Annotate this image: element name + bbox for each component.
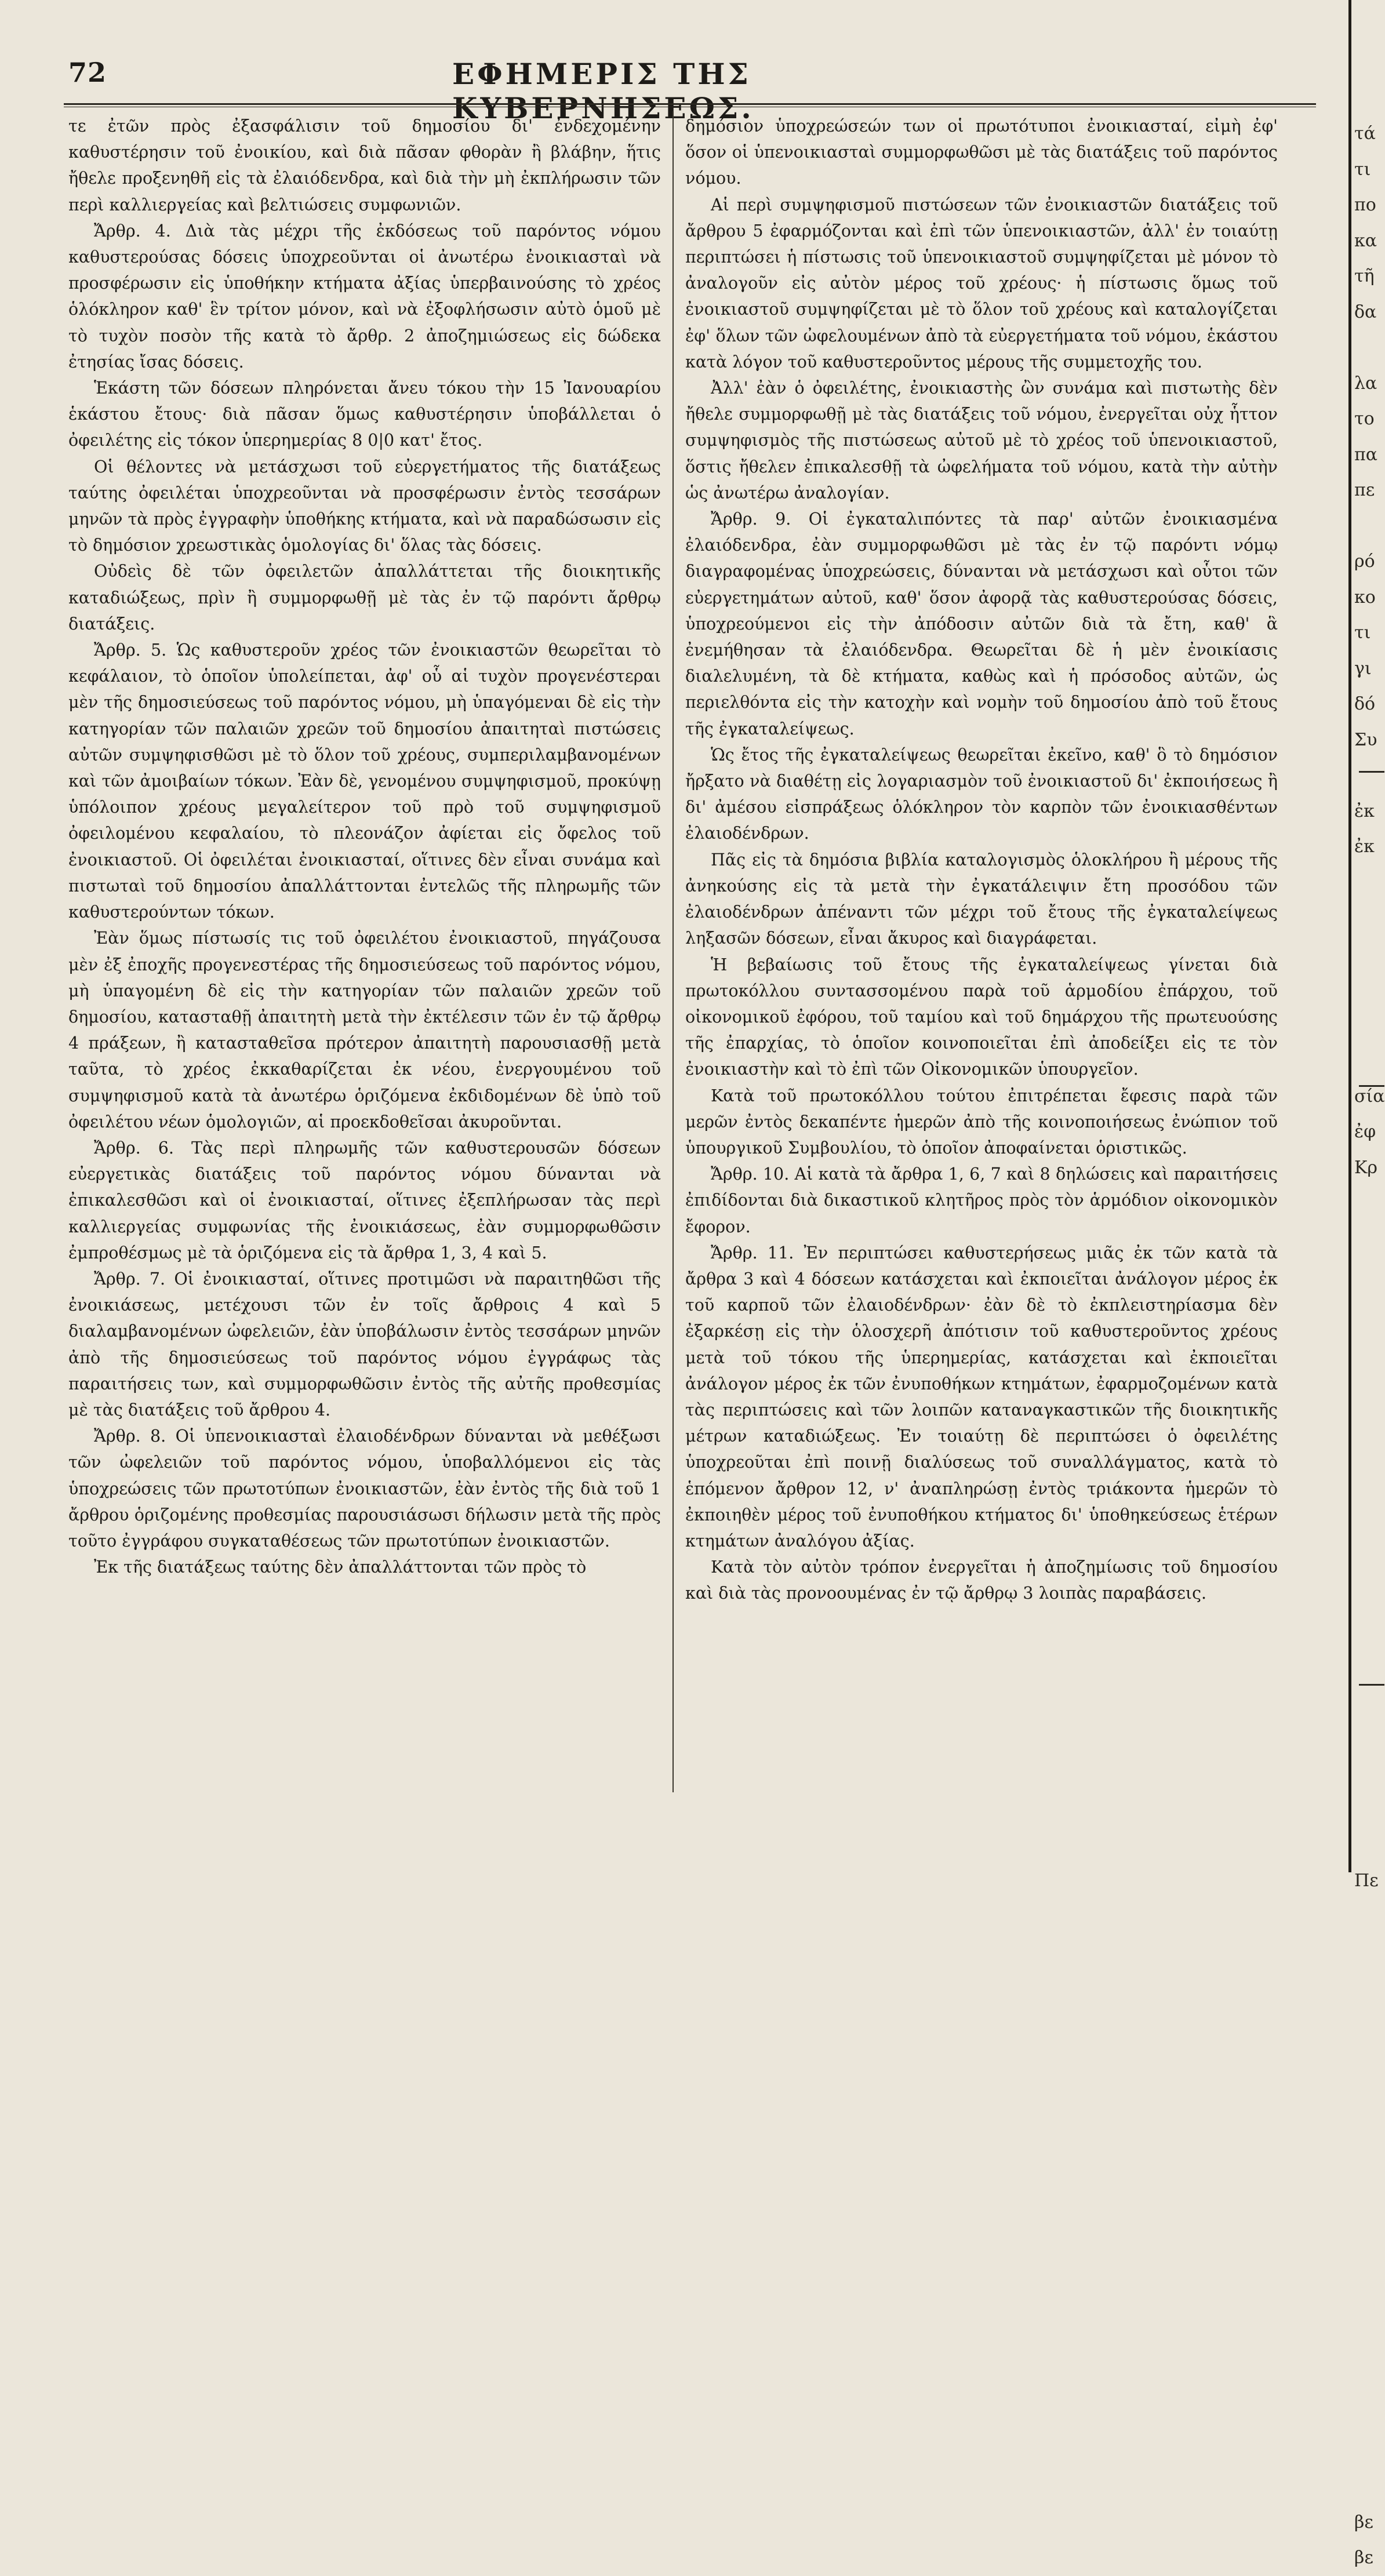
- edge-fragment: ἐκ: [1354, 836, 1375, 857]
- edge-fragment: πο: [1354, 195, 1376, 215]
- edge-fragment: [1354, 865, 1384, 901]
- paragraph: Οἱ θέλοντες νὰ μετάσχωσι τοῦ εὐεργετήματος τῆς διατάξεως ταύτης ὀφειλέται ὑποχρεοῦνται νὰ προσφέρωσιν ἐντὸς τεσσάρων μηνῶν τὰ πρὸς ἐγγραφὴν ὑποθήκης κτήματα, καὶ νὰ παραδώσωσιν εἰς τὸ δημόσιον χρεωστικὰς ὁμολογίας δι' ὅλας τὰς δόσεις.: [68, 457, 661, 555]
- edge-tick-2: [1359, 1085, 1384, 1087]
- page-number: 72: [68, 57, 107, 88]
- paragraph: Οὐδεὶς δὲ τῶν ὀφειλετῶν ἀπαλλάττεται τῆς διοικητικῆς καταδιώξεως, πρὶν ἢ συμμορφωθῇ μὲ τὰς ἐν τῷ παρόντι ἄρθρῳ διατάξεις.: [68, 562, 661, 634]
- paragraph: Πᾶς εἰς τὰ δημόσια βιβλία καταλογισμὸς ὁλοκλήρου ἢ μέρους τῆς ἀνηκούσης εἰς τὰ μετὰ τὴν ἐγκατάλειψιν ἔτη προσόδου τῶν ἐλαιοδένδρων ἀπέναντι τῶν μέχρι τοῦ ἔτους τῆς ἐγκαταλείψεως ληξασῶν δόσεων, εἶναι ἄκυρος καὶ διαγράφεται.: [685, 850, 1278, 948]
- paragraph: Ἄρθρ. 8. Οἱ ὑπενοικιασταὶ ἐλαιοδένδρων δύνανται νὰ μεθέξωσι τῶν ὠφελειῶν τοῦ παρόντος νόμου, ὑποβαλλόμενοι εἰς τὰς ὑποχρεώσεις τῶν πρωτοτύπων ἐνοικιαστῶν, ἐὰν ἐντὸς τῆς διὰ τοῦ 1 ἄρθρου ὁριζομένης προθεσμίας παρουσιάσωσι δήλωσιν μετὰ τῆς πρὸς τοῦτο ἐγγράφου συγκαταθέσεως τῶν πρωτοτύπων ἐνοικιαστῶν.: [68, 1427, 661, 1551]
- next-page-edge-strip: [1354, 116, 1385, 2568]
- header-rule: [64, 103, 1316, 105]
- edge-fragment: [1354, 1471, 1384, 1507]
- edge-fragment: [1354, 2433, 1384, 2469]
- edge-fragment: ἐφ: [1354, 1122, 1376, 1142]
- edge-fragment: [1354, 1792, 1384, 1828]
- edge-fragment: κο: [1354, 587, 1376, 607]
- paragraph: Ἐὰν ὅμως πίστωσίς τις τοῦ ὀφειλέτου ἐνοικιαστοῦ, πηγάζουσα μὲν ἐξ ἐποχῆς προγενεστέρας τῆς δημοσιεύσεως τοῦ παρόντος νόμου, μὴ ὑπαγομένη δὲ εἰς τὴν κατηγορίαν τῶν παλαιῶν χρεῶν τοῦ δημοσίου, κατασταθῇ ἀπαιτητὴ μετὰ τὴν ἐκτέλεσιν τῶν ἐν τῷ ἄρθρῳ 4 πράξεων, ἢ κατασταθεῖσα πρότερον ἀπαιτητὴ παρουσιασθῇ μετὰ ταῦτα, τὸ χρέος ἐκκαθαρίζεται ἐκ νέου, ἐνεργουμένου τοῦ συμψηφισμοῦ κατὰ τὰ ἀνωτέρω ὁριζόμενα ἐκδιδομένων δὲ ὑπὸ τοῦ ὀφειλέτου νέων ὁμολογιῶν, αἱ προεκδοθεῖσαι ἀκυροῦνται.: [68, 929, 661, 1131]
- paragraph: Κατὰ τὸν αὐτὸν τρόπον ἐνεργεῖται ἡ ἀποζημίωσις τοῦ δημοσίου καὶ διὰ τὰς προνοουμένας ἐν τῷ ἄρθρῳ 3 λοιπὰς παραβάσεις.: [685, 1558, 1278, 1603]
- edge-fragment: [1354, 1578, 1384, 1614]
- edge-fragment: [1354, 1898, 1384, 1934]
- next-page-edge-rule: [1348, 0, 1351, 1872]
- edge-fragment: τά: [1354, 123, 1376, 144]
- paragraph: Ἄρθρ. 6. Τὰς περὶ πληρωμῆς τῶν καθυστερουσῶν δόσεων εὐεργετικὰς διατάξεις τοῦ παρόντος νόμου δύνανται νὰ ἐπικαλεσθῶσι καὶ οἱ ἐνοικιασταί, οἵτινες ἐξεπλήρωσαν τὰς περὶ καλλιεργείας συμφωνίας τῆς ἐνοικιάσεως, ἐὰν συμμορφωθῶσιν ἐμπροθέσμως μὲ τὰ ὁριζόμενα εἰς τὰ ἄρθρα 1, 3, 4 καὶ 5.: [68, 1138, 661, 1262]
- paragraph: Ἄρθρ. 7. Οἱ ἐνοικιασταί, οἵτινες προτιμῶσι νὰ παραιτηθῶσι τῆς ἐνοικιάσεως, μετέχουσι τῶν ἐν τοῖς ἄρθροις 4 καὶ 5 διαλαμβανομένων ὠφελειῶν, ἐὰν ὑποβάλωσιν ἐντὸς τεσσάρων μηνῶν ἀπὸ τῆς δημοσιεύσεως τοῦ παρόντος νόμου ἐγγράφως τὰς παραιτήσεις των, καὶ συμμορφωθῶσιν ἐντὸς τῆς αὐτῆς προθεσμίας μὲ τὰς διατάξεις τοῦ ἄρθρου 4.: [68, 1269, 661, 1420]
- paragraph: Ἡ βεβαίωσις τοῦ ἔτους τῆς ἐγκαταλείψεως γίνεται διὰ πρωτοκόλλου συντασσομένου παρὰ τοῦ ἁρμοδίου ἐπάρχου, τοῦ οἰκονομικοῦ ἐφόρου, τοῦ ταμίου καὶ τοῦ δημάρχου τῆς πρωτευούσης τῆς ἐπαρχίας, τὸ ὁποῖον κοινοποιεῖται ἐπὶ ἀποδείξει εἰς τε τὸν ἐνοικιαστὴν καὶ τὸ ἐπὶ τῶν Οἰκονομικῶν ὑπουργεῖον.: [685, 955, 1278, 1079]
- edge-fragment: δα: [1354, 301, 1377, 322]
- column-divider: [672, 111, 674, 1792]
- paragraph: Ὡς ἔτος τῆς ἐγκαταλείψεως θεωρεῖται ἐκεῖνο, καθ' ὃ τὸ δημόσιον ἤρξατο νὰ διαθέτῃ εἰς λογαριασμὸν τοῦ ἐνοικιαστοῦ δι' ἐκποιήσεως ἢ δι' ἀμέσου εἰσπράξεως ὁλόκληρον τὸν καρπὸν τῶν ἐνοικιασθέντων ἐλαιοδένδρων.: [685, 745, 1278, 843]
- edge-fragment: [1354, 1970, 1384, 2006]
- edge-fragment: λα: [1354, 373, 1377, 394]
- edge-fragment: [1354, 2148, 1384, 2184]
- paragraph: Αἱ περὶ συμψηφισμοῦ πιστώσεων τῶν ἐνοικιαστῶν διατάξεις τοῦ ἄρθρου 5 ἐφαρμόζονται καὶ ἐπὶ τῶν ὑπενοικιαστῶν, ἀλλ' ἐν τοιαύτῃ περιπτώσει ἡ πίστωσις τοῦ ὑπενοικιαστοῦ συμψηφίζεται μὲ μόνον τὸ ἀναλογοῦν εἰς αὐτὸν μέρος τοῦ χρέους· ἡ πίστωσις ὅμως τοῦ ἐνοικιαστοῦ συμψηφίζεται μὲ τὸ ὅλον τοῦ χρέους καὶ καταλογίζεται ἐφ' ὅλων τῶν ὠφελουμένων ἀπὸ τὰ εὐεργετήματα τοῦ νόμου, ἑκάστου κατὰ λόγον τοῦ καθυστεροῦντος μέρους τῆς συμμετοχῆς του.: [685, 195, 1278, 372]
- edge-fragment: [1354, 2220, 1384, 2255]
- edge-fragment: τῆ: [1354, 266, 1375, 286]
- edge-fragment: [1354, 1399, 1384, 1435]
- edge-fragment: [1354, 1221, 1384, 1257]
- edge-fragment: [1354, 1007, 1384, 1043]
- edge-fragment: [1354, 2255, 1384, 2291]
- paragraph: τε ἐτῶν πρὸς ἐξασφάλισιν τοῦ δημοσίου δι' ἐνδεχομένην καθυστέρησιν τοῦ ἐνοικίου, καὶ διὰ πᾶσαν φθορὰν ἢ βλάβην, ἥτις ἤθελε προξενηθῆ εἰς τὰ ἐλαιόδενδρα, καὶ διὰ τὴν μὴ ἐκπλήρωσιν τῶν περὶ καλλιεργείας καὶ βελτιώσεις συμφωνιῶν.: [68, 117, 661, 214]
- edge-fragment: το: [1354, 409, 1375, 429]
- edge-fragment: [1354, 2041, 1384, 2077]
- edge-fragment: [1354, 936, 1384, 972]
- masthead-title: ΕΦΗΜΕΡΙΣ ΤΗΣ ΚΥΒΕΡΝΗΣΕΩΣ.: [452, 57, 754, 125]
- paragraph: Ἄρθρ. 9. Οἱ ἐγκαταλιπόντες τὰ παρ' αὐτῶν ἐνοικιασμένα ἐλαιόδενδρα, ἐὰν συμμορφωθῶσι μὲ τὰς ἐν τῷ παρόντι νόμῳ διαγραφομένας ὑποχρεώσεις, δύνανται νὰ μετάσχωσι καὶ οὗτοι τῶν εὐεργετημάτων αὐτοῦ, καθ' ὅσον ἀφορᾷ τὰς καθυστερούσας δόσεις, ὑποχρεούμενοι εἰς τὴν ἀπόδοσιν αὐτῶν διὰ τὰ ἔτη, καθ' ἃ ἐνεμήθησαν τὰ ἐλαιόδενδρα. Θεωρεῖται δὲ ἡ μὲν ἐνοικίασις διαλελυμένη, τὰ δὲ κτήματα, καθὼς καὶ ἡ πρόσοδος αὐτῶν, ὡς περιελθόντα εἰς τὴν κατοχὴν καὶ νομὴν τοῦ δημοσίου ἀπὸ τοῦ ἔτους τῆς ἐγκαταλείψεως.: [685, 510, 1278, 738]
- edge-fragment: τι: [1354, 623, 1371, 643]
- edge-fragment: [1354, 758, 1384, 794]
- paragraph: Ἄρθρ. 10. Αἱ κατὰ τὰ ἄρθρα 1, 6, 7 καὶ 8 δηλώσεις καὶ παραιτήσεις ἐπιδίδονται διὰ δικαστικοῦ κλητῆρος πρὸς τὸν ἁρμόδιον οἰκονομικὸν ἔφορον.: [685, 1165, 1278, 1236]
- edge-fragment: [1354, 1720, 1384, 1756]
- edge-fragment: Κρ: [1354, 1157, 1378, 1178]
- edge-fragment: τι: [1354, 159, 1371, 180]
- edge-fragment: γι: [1354, 658, 1372, 679]
- edge-fragment: [1354, 2112, 1384, 2148]
- edge-fragment: [1354, 1613, 1384, 1649]
- edge-fragment: [1354, 330, 1384, 366]
- edge-fragment: σία: [1354, 1086, 1385, 1107]
- edge-fragment: [1354, 2077, 1384, 2113]
- paragraph: δημόσιον ὑποχρεώσεών των οἱ πρωτότυποι ἐνοικιασταί, εἰμὴ ἐφ' ὅσον οἱ ὑπενοικιασταὶ συμμορφωθῶσι μὲ τὰς διατάξεις τοῦ παρόντος νόμου.: [685, 117, 1278, 188]
- edge-fragment: [1354, 508, 1384, 544]
- edge-fragment: ἐκ: [1354, 801, 1375, 821]
- edge-fragment: [1354, 1043, 1384, 1079]
- paragraph: Ἄρθρ. 5. Ὡς καθυστεροῦν χρέος τῶν ἐνοικιαστῶν θεωρεῖται τὸ κεφάλαιον, τὸ ὁποῖον ὑπολείπεται, ἀφ' οὗ αἱ τυχὸν προγενέστεραι μὲν τῆς δημοσιεύσεως τοῦ παρόντος νόμου, μὴ ὑπαγόμεναι δὲ εἰς τὴν κατηγορίαν τῶν παλαιῶν χρεῶν τοῦ δημοσίου ἀπαιτηταὶ πιστώσεις αὐτῶν συμψηφισθῶσι μὲ τὸ ὅλον τοῦ χρέους, συμπεριλαμβανομένων καὶ τῶν ἀμοιβαίων τόκων. Ἐὰν δὲ, γενομένου συμψηφισμοῦ, προκύψῃ ὑπόλοιπον χρέους μεγαλείτερον τοῦ πρὸ τοῦ συμψηφισμοῦ ὀφειλομένου κεφαλαίου, τὸ πλεονάζον ἀφίεται εἰς ὄφελος τοῦ ἐνοικιαστοῦ. Οἱ ὀφειλέται ἐνοικιασταί, οἵτινες δὲν εἶναι συνάμα καὶ πιστωταὶ τοῦ δημοσίου ἀπαλλάττονται ἐντελῶς τῆς πληρωμῆς τῶν καθυστερούντων τόκων.: [68, 641, 661, 922]
- edge-fragment: [1354, 1257, 1384, 1293]
- edge-fragment: κα: [1354, 230, 1377, 251]
- edge-fragment: [1354, 2291, 1384, 2327]
- paragraph: Κατὰ τοῦ πρωτοκόλλου τούτου ἐπιτρέπεται ἔφεσις παρὰ τῶν μερῶν ἐντὸς δεκαπέντε ἡμερῶν ἀπὸ τῆς κοινοποιήσεως ἐνώπιον τοῦ ὑπουργικοῦ Συμβουλίου, τὸ ὁποῖον ἀποφαίνεται ὁριστικῶς.: [685, 1086, 1278, 1158]
- edge-fragment: [1354, 1934, 1384, 1970]
- edge-fragment: [1354, 1328, 1384, 1364]
- edge-tick-3: [1359, 1684, 1384, 1686]
- edge-fragment: [1354, 1293, 1384, 1329]
- edge-fragment: [1354, 2397, 1384, 2433]
- right-column: [685, 113, 1278, 1607]
- edge-fragment: [1354, 2469, 1384, 2505]
- edge-fragment: [1354, 972, 1384, 1007]
- edge-fragment: [1354, 1684, 1384, 1720]
- paragraph: Ἄρθρ. 4. Διὰ τὰς μέχρι τῆς ἐκδόσεως τοῦ παρόντος νόμου καθυστερούσας δόσεις ὑποχρεοῦνται οἱ ἀνωτέρω ἐνοικιασταὶ νὰ προσφέρωσιν εἰς ὑποθήκην κτήματα ἀξίας ὑπερβαινούσης τὸ χρέος ὁλόκληρον καθ' ἓν τρίτον μόνον, καὶ νὰ ἐξοφλήσωσιν αὐτὸ ὁμοῦ μὲ τὸ τυχὸν ποσὸν τῆς κατὰ τὸ ἄρθρ. 2 ἀποζημιώσεως εἰς δώδεκα ἐτησίας ἴσας δόσεις.: [68, 221, 661, 372]
- edge-fragment: βε: [1354, 2548, 1373, 2568]
- paragraph: Ἀλλ' ἐὰν ὁ ὀφειλέτης, ἐνοικιαστὴς ὢν συνάμα καὶ πιστωτὴς δὲν ἤθελε συμμορφωθῇ μὲ τὰς διατάξεις τοῦ νόμου, ἐνεργεῖται οὐχ ἧττον συμψηφισμὸς τῆς πιστώσεως αὐτοῦ μὲ τὸ χρέος τοῦ ὑπενοικιαστοῦ, ὅστις ἤθελεν ἐπικαλεσθῇ τὰ ὠφελήματα τοῦ νόμου, κατὰ τὴν αὐτὴν ὡς ἀνωτέρω ἀναλογίαν.: [685, 379, 1278, 503]
- edge-fragment: [1354, 1827, 1384, 1863]
- edge-fragment: δό: [1354, 694, 1376, 714]
- edge-fragment: [1354, 2184, 1384, 2220]
- edge-fragment: πε: [1354, 480, 1375, 500]
- edge-fragment: [1354, 900, 1384, 936]
- edge-tick-1: [1359, 771, 1384, 773]
- edge-fragment: [1354, 2006, 1384, 2042]
- paragraph: Ἑκάστη τῶν δόσεων πληρόνεται ἄνευ τόκου τὴν 15 Ἰανουαρίου ἑκάστου ἔτους· διὰ πᾶσαν ὅμως καθυστέρησιν ὑποβάλλεται ὁ ὀφειλέτης εἰς τόκον ὑπερημερίας 8 0|0 κατ' ἔτος.: [68, 379, 661, 450]
- edge-fragment: βε: [1354, 2512, 1373, 2533]
- edge-fragment: [1354, 1756, 1384, 1792]
- left-column: [68, 113, 661, 1580]
- paragraph: Ἄρθρ. 11. Ἐν περιπτώσει καθυστερήσεως μιᾶς ἐκ τῶν κατὰ τὰ ἄρθρα 3 καὶ 4 δόσεων κατάσχεται καὶ ἐκποιεῖται ἀνάλογον μέρος ἐκ τοῦ καρποῦ τῶν ἐλαιοδένδρων· ἐὰν δὲ τὸ ἐκπλειστηρίασμα δὲν ἐξαρκέσῃ εἰς τὴν ὁλοσχερῆ ἀπότισιν τοῦ καθυστεροῦντος χρέους μετὰ τοῦ τόκου τῆς ὑπερημερίας, κατάσχεται καὶ ἐκποιεῖται ἀνάλογον μέρος ἐκ τῶν ἐνυποθήκων κτημάτων, ἐφαρμοζομένων κατὰ τὰς περιπτώσεις καὶ τῶν λοιπῶν καταναγκαστικῶν τῆς διοικητικῆς μέτρων καταδιώξεως. Ἐν τοιαύτῃ δὲ περιπτώσει ὁ ὀφειλέτης ὑποχρεοῦται ἐπὶ ποινῇ διαλύσεως τοῦ συναλλάγματος, κατὰ τὸ ἑπόμενον ἄρθρον 12, ν' ἀναπληρώσῃ ἐντὸς τριάκοντα ἡμερῶν τὸ ἐκποιηθὲν μέρος τοῦ ἐνυποθήκου κτήματος δι' ὑποθηκεύσεως ἑτέρων κτημάτων ἀναλόγου ἀξίας.: [685, 1243, 1278, 1551]
- edge-fragment: ρό: [1354, 551, 1375, 572]
- edge-fragment: [1354, 1649, 1384, 1685]
- edge-fragment: [1354, 1185, 1384, 1221]
- edge-fragment: [1354, 2326, 1384, 2362]
- edge-fragment: [1354, 1364, 1384, 1400]
- edge-fragment: [1354, 1507, 1384, 1542]
- paragraph: Ἐκ τῆς διατάξεως ταύτης δὲν ἀπαλλάττονται τῶν πρὸς τὸ: [94, 1558, 587, 1577]
- edge-fragment: [1354, 1435, 1384, 1471]
- edge-fragment: Συ: [1354, 729, 1377, 750]
- edge-fragment: [1354, 1542, 1384, 1578]
- edge-fragment: πα: [1354, 444, 1377, 465]
- edge-fragment: [1354, 2362, 1384, 2398]
- edge-fragment: Πε: [1354, 1870, 1379, 1891]
